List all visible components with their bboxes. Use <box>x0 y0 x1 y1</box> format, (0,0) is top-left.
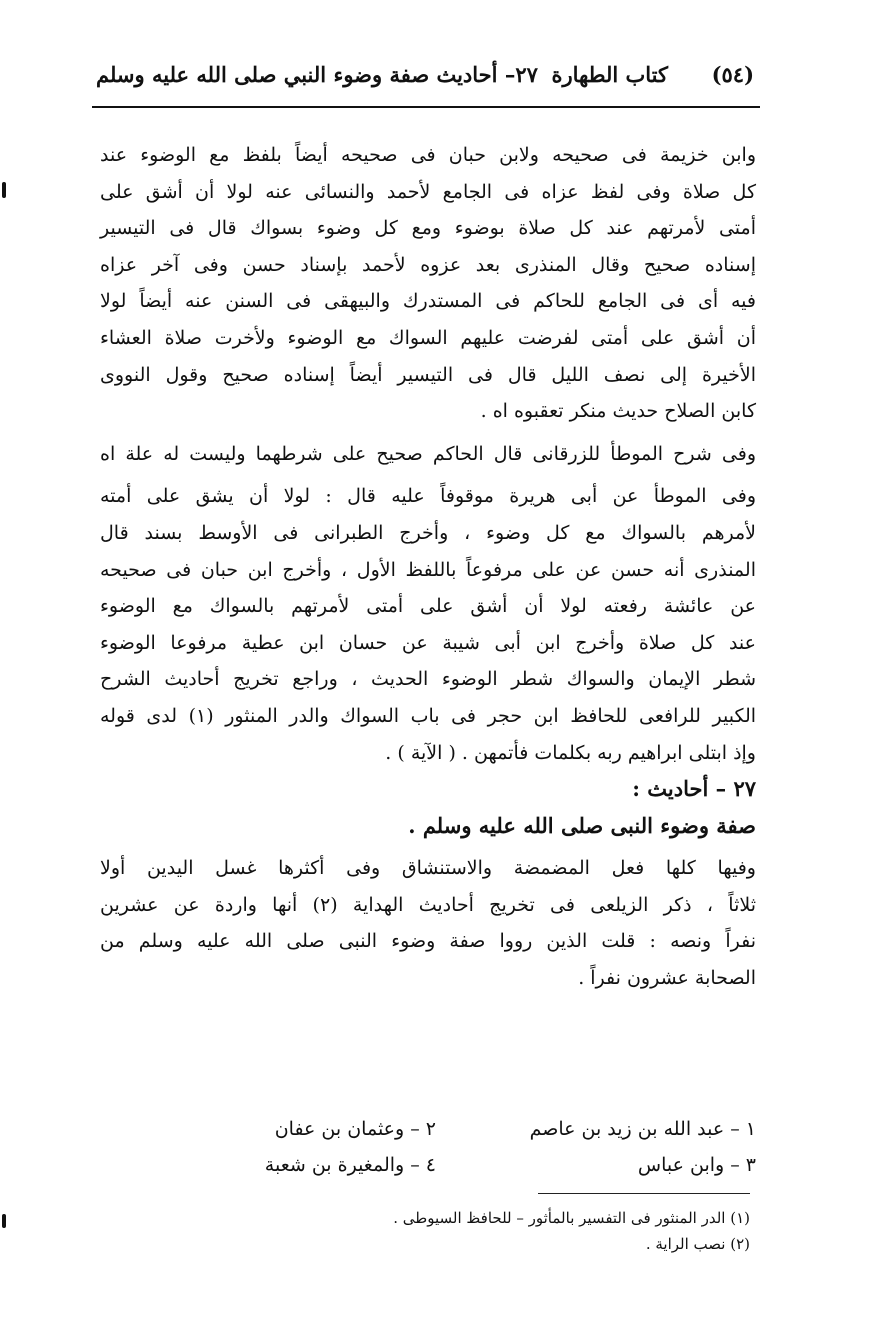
text-line: فيه أى فى الجامع للحاكم فى المستدرك والبيهقى فى السنن عنه أيضاً لولا <box>100 290 756 313</box>
list-row <box>220 1111 756 1147</box>
list-item: ٣ – وابن عباس <box>637 1154 756 1176</box>
footnotes <box>300 1205 750 1257</box>
text-line: الصحابة عشرون نفراً . <box>578 967 756 990</box>
text-line: عند كل صلاة وأخرج ابن أبى شيبة عن حسان ابن عطية مرفوعا الوضوء <box>100 631 756 654</box>
paragraph-4 <box>100 850 756 996</box>
text-line: الأخيرة إلى نصف الليل قال فى التيسير أيضاً إسناده صحيح وقول النووى <box>100 363 756 386</box>
text-line: المنذرى أنه حسن عن على مرفوعاً باللفظ الأول ، وأخرج ابن حبان فى صحيحه <box>100 558 756 581</box>
text-line: ثلاثاً ، ذكر الزيلعى فى تخريج أحاديث الهداية (٢) أنها واردة عن عشرين <box>100 893 756 916</box>
text-line: أمتى لأمرتهم عند كل صلاة بوضوء ومع كل وضوء بسواك قال فى التيسير <box>100 217 756 240</box>
text-line: الكبير للرافعى للحافظ ابن حجر فى باب السواك والدر المنثور (١) لدى قوله <box>100 704 757 727</box>
footnote-1: (١) الدر المنثور فى التفسير بالمأثور – للحافظ السيوطى . <box>393 1209 750 1227</box>
companions-list <box>220 1111 756 1183</box>
list-row <box>220 1147 756 1183</box>
running-header <box>92 52 760 98</box>
header-rule <box>92 106 760 108</box>
page-number: (٥٤) <box>711 62 754 87</box>
text-line: وفى الموطأ عن أبى هريرة موقوفاً عليه قال : لولا أن يشق على أمته <box>100 485 756 508</box>
text-line: عن عائشة رفعته لولا أن أشق على أمتى لأمرتهم بالسواك مع الوضوء <box>100 595 756 618</box>
scan-edge-mark <box>2 182 6 198</box>
list-item: ٤ – والمغيرة بن شعبة <box>264 1154 436 1176</box>
paragraph-2 <box>100 436 756 473</box>
text-line: كابن الصلاح حديث منكر تعقبوه اه . <box>480 400 756 423</box>
paragraph-3 <box>100 478 756 771</box>
scan-edge-mark <box>2 1214 6 1228</box>
text-line: إسناده صحيح وقال المنذرى بعد عزوه لأحمد بإسناد حسن وفى آخر عزاه <box>100 253 756 276</box>
footnote-2: (٢) نصب الراية . <box>645 1235 750 1253</box>
chapter-title: ٢٧– أحاديث صفة وضوء النبي صلى الله عليه وسلم <box>96 62 538 87</box>
text-line: أن أشق على أمتى لفرضت عليهم السواك مع الوضوء ولأخرت صلاة العشاء <box>100 326 756 349</box>
text-line: وفيها كلها فعل المضمضة والاستنشاق وفى أكثرها غسل اليدين أولا <box>100 857 756 880</box>
main-text <box>100 137 756 997</box>
section-subtitle: صفة وضوء النبى صلى الله عليه وسلم . <box>408 812 756 838</box>
text-line: لأمرهم بالسواك مع كل وضوء ، وأخرج الطبرانى فى الأوسط بسند قال <box>100 521 756 544</box>
text-line: نفراً ونصه : قلت الذين رووا صفة وضوء النبى صلى الله عليه وسلم من <box>100 930 756 953</box>
text-line: كل صلاة وفى لفظ عزاه فى الجامع لأحمد والنسائى عنه لولا أن أشق على <box>100 180 756 203</box>
text-line: وفى شرح الموطأ للزرقانى قال الحاكم صحيح على شرطهما وليست له علة اه <box>100 442 756 465</box>
book-title: كتاب الطهارة <box>551 62 668 87</box>
paragraph-1 <box>100 137 756 430</box>
text-line: شطر الإيمان والسواك شطر الوضوء الحديث ، وراجع تخريج أحاديث الشرح <box>100 668 756 691</box>
list-item: ١ – عبد الله بن زيد بن عاصم <box>529 1118 756 1140</box>
footnote-rule <box>538 1193 750 1194</box>
list-item: ٢ – وعثمان بن عفان <box>274 1118 436 1140</box>
text-line: وابن خزيمة فى صحيحه ولابن حبان فى صحيحه أيضاً بلفظ مع الوضوء عند <box>100 144 756 166</box>
text-line: وإذ ابتلى ابراهيم ربه بكلمات فأتمهن . ( الآية ) . <box>385 741 756 764</box>
section-heading: ٢٧ – أحاديث : <box>632 776 756 802</box>
